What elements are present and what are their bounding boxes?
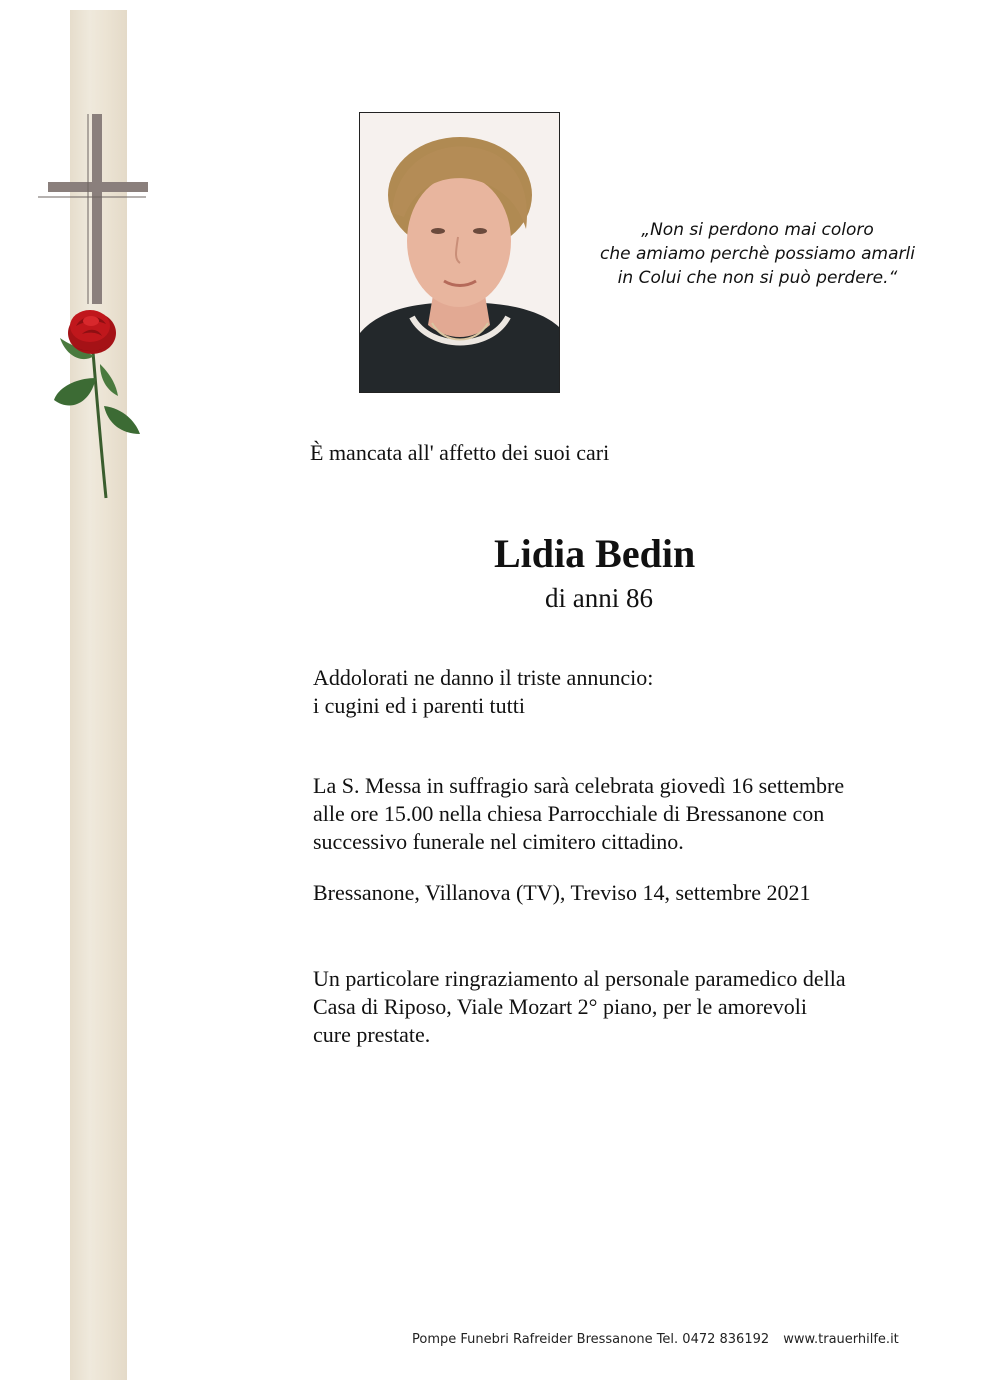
portrait-photo [359,112,560,393]
rose-icon [68,310,116,354]
place-date: Bressanone, Villanova (TV), Treviso 14, settembre 2021 [313,880,811,905]
quote-line: in Colui che non si può perdere.“ [617,268,898,288]
paragraph-line: alle ore 15.00 nella chiesa Parrocchiale di Bressanone con [313,801,825,826]
deceased-age: di anni 86 [545,583,653,613]
portrait-icon [360,113,559,392]
service-paragraph [313,772,844,856]
paragraph-line: i cugini ed i parenti tutti [313,693,526,718]
paragraph-line: Un particolare ringraziamento al personale paramedico della [313,966,846,991]
quote-line: che amiamo perchè possiamo amarli [600,244,915,264]
paragraph-line: La S. Messa in suffragio sarà celebrata giovedì 16 settembre [313,773,845,798]
memorial-quote [585,218,930,290]
cross-icon [30,108,160,508]
quote-line: „Non si perdono mai coloro [641,220,874,240]
footer [412,1332,899,1347]
paragraph-line: Casa di Riposo, Viale Mozart 2° piano, per le amorevoli [313,994,808,1019]
funeral-home-contact: Pompe Funebri Rafreider Bressanone Tel. 0472 836192 [412,1332,770,1347]
mourners-paragraph [313,664,653,720]
intro-text: È mancata all' affetto dei suoi cari [310,440,610,465]
deceased-name: Lidia Bedin [494,531,696,576]
website-link[interactable]: www.trauerhilfe.it [783,1332,899,1347]
cross-rose-decoration [30,108,160,508]
thanks-paragraph [313,965,846,1049]
paragraph-line: successivo funerale nel cimitero cittadino. [313,829,684,854]
paragraph-line: Addolorati ne danno il triste annuncio: [313,665,654,690]
paragraph-line: cure prestate. [313,1022,431,1047]
